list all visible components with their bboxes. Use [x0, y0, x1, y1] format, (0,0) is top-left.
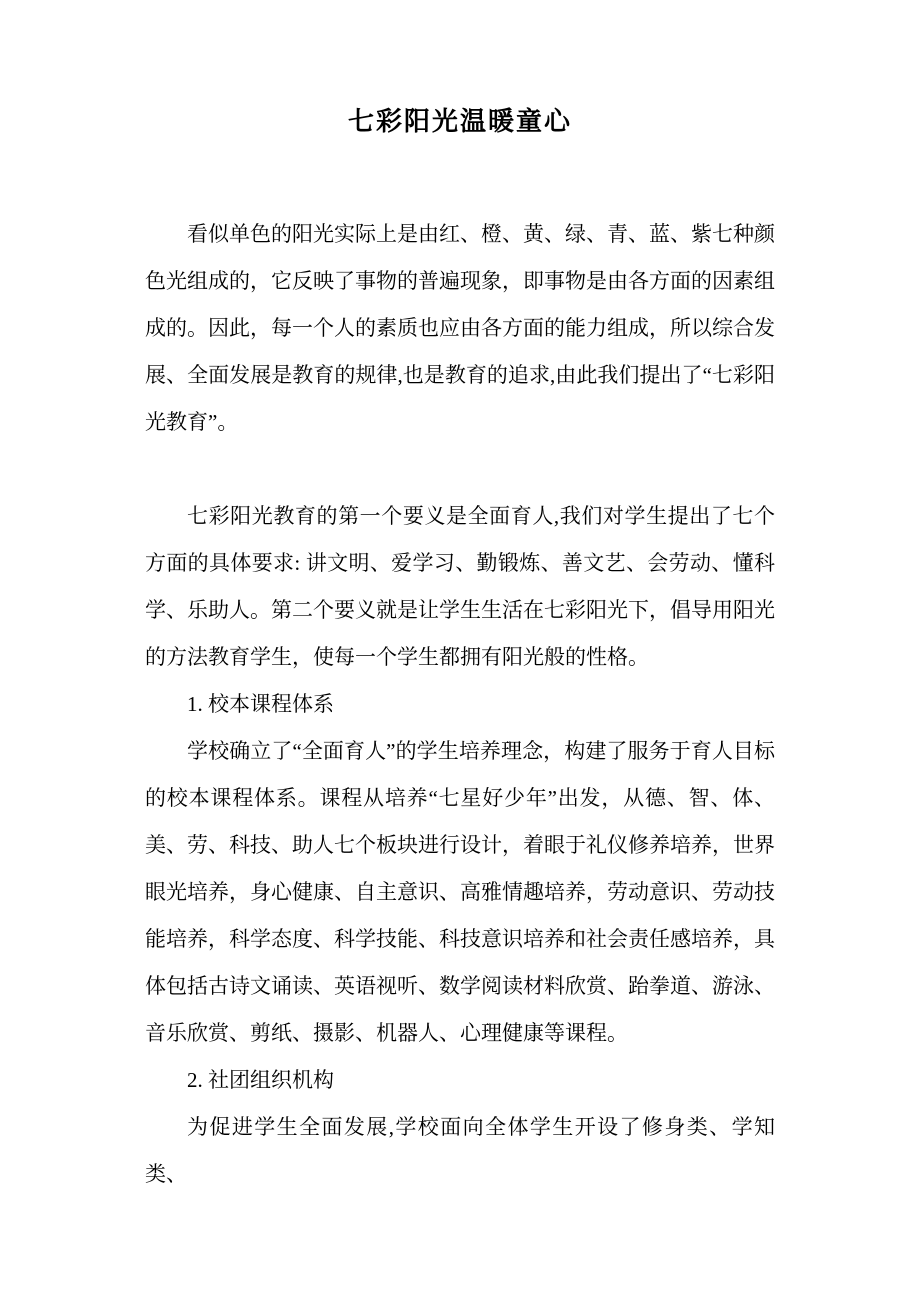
- paragraph-clubs-partial: 为促进学生全面发展,学校面向全体学生开设了修身类、学知类、: [145, 1115, 775, 1187]
- paragraph-intro: 看似单色的阳光实际上是由红、橙、黄、绿、青、蓝、紫七种颜色光组成的，它反映了事物的普遍现象，即事物是由各方面的因素组成的。因此，每一个人的素质也应由各方面的能力组成，所以综合发展、全面发展是教育的规律,也是教育的追求,由此我们提出了“七彩阳光教育”。: [145, 222, 775, 435]
- paragraph-education-meaning: 七彩阳光教育的第一个要义是全面育人,我们对学生提出了七个方面的具体要求: 讲文明、爱学习、勤锻炼、善文艺、会劳动、懂科学、乐助人。第二个要义就是让学生生活在七彩阳光下，倡导用阳光的方法教育学生，使每一个学生都拥有阳光般的性格。: [145, 504, 775, 670]
- document-title: 七彩阳光温暖童心: [347, 107, 572, 136]
- section-heading-clubs: 2. 社团组织机构: [187, 1068, 334, 1093]
- paragraph-curriculum-detail: 学校确立了“全面育人”的学生培养理念，构建了服务于育人目标的校本课程体系。课程从培养“七星好少年”出发，从德、智、体、美、劳、科技、助人七个板块进行设计，着眼于礼仪修养培养，世界眼光培养，身心健康、自主意识、高雅情趣培养，劳动意识、劳动技能培养，科学态度、科学技能、科技意识培养和社会责任感培养，具体包括古诗文诵读、英语视听、数学阅读材料欣赏、跆拳道、游泳、音乐欣赏、剪纸、摄影、机器人、心理健康等课程。: [145, 739, 775, 1046]
- section-heading-curriculum: 1. 校本课程体系: [187, 692, 334, 717]
